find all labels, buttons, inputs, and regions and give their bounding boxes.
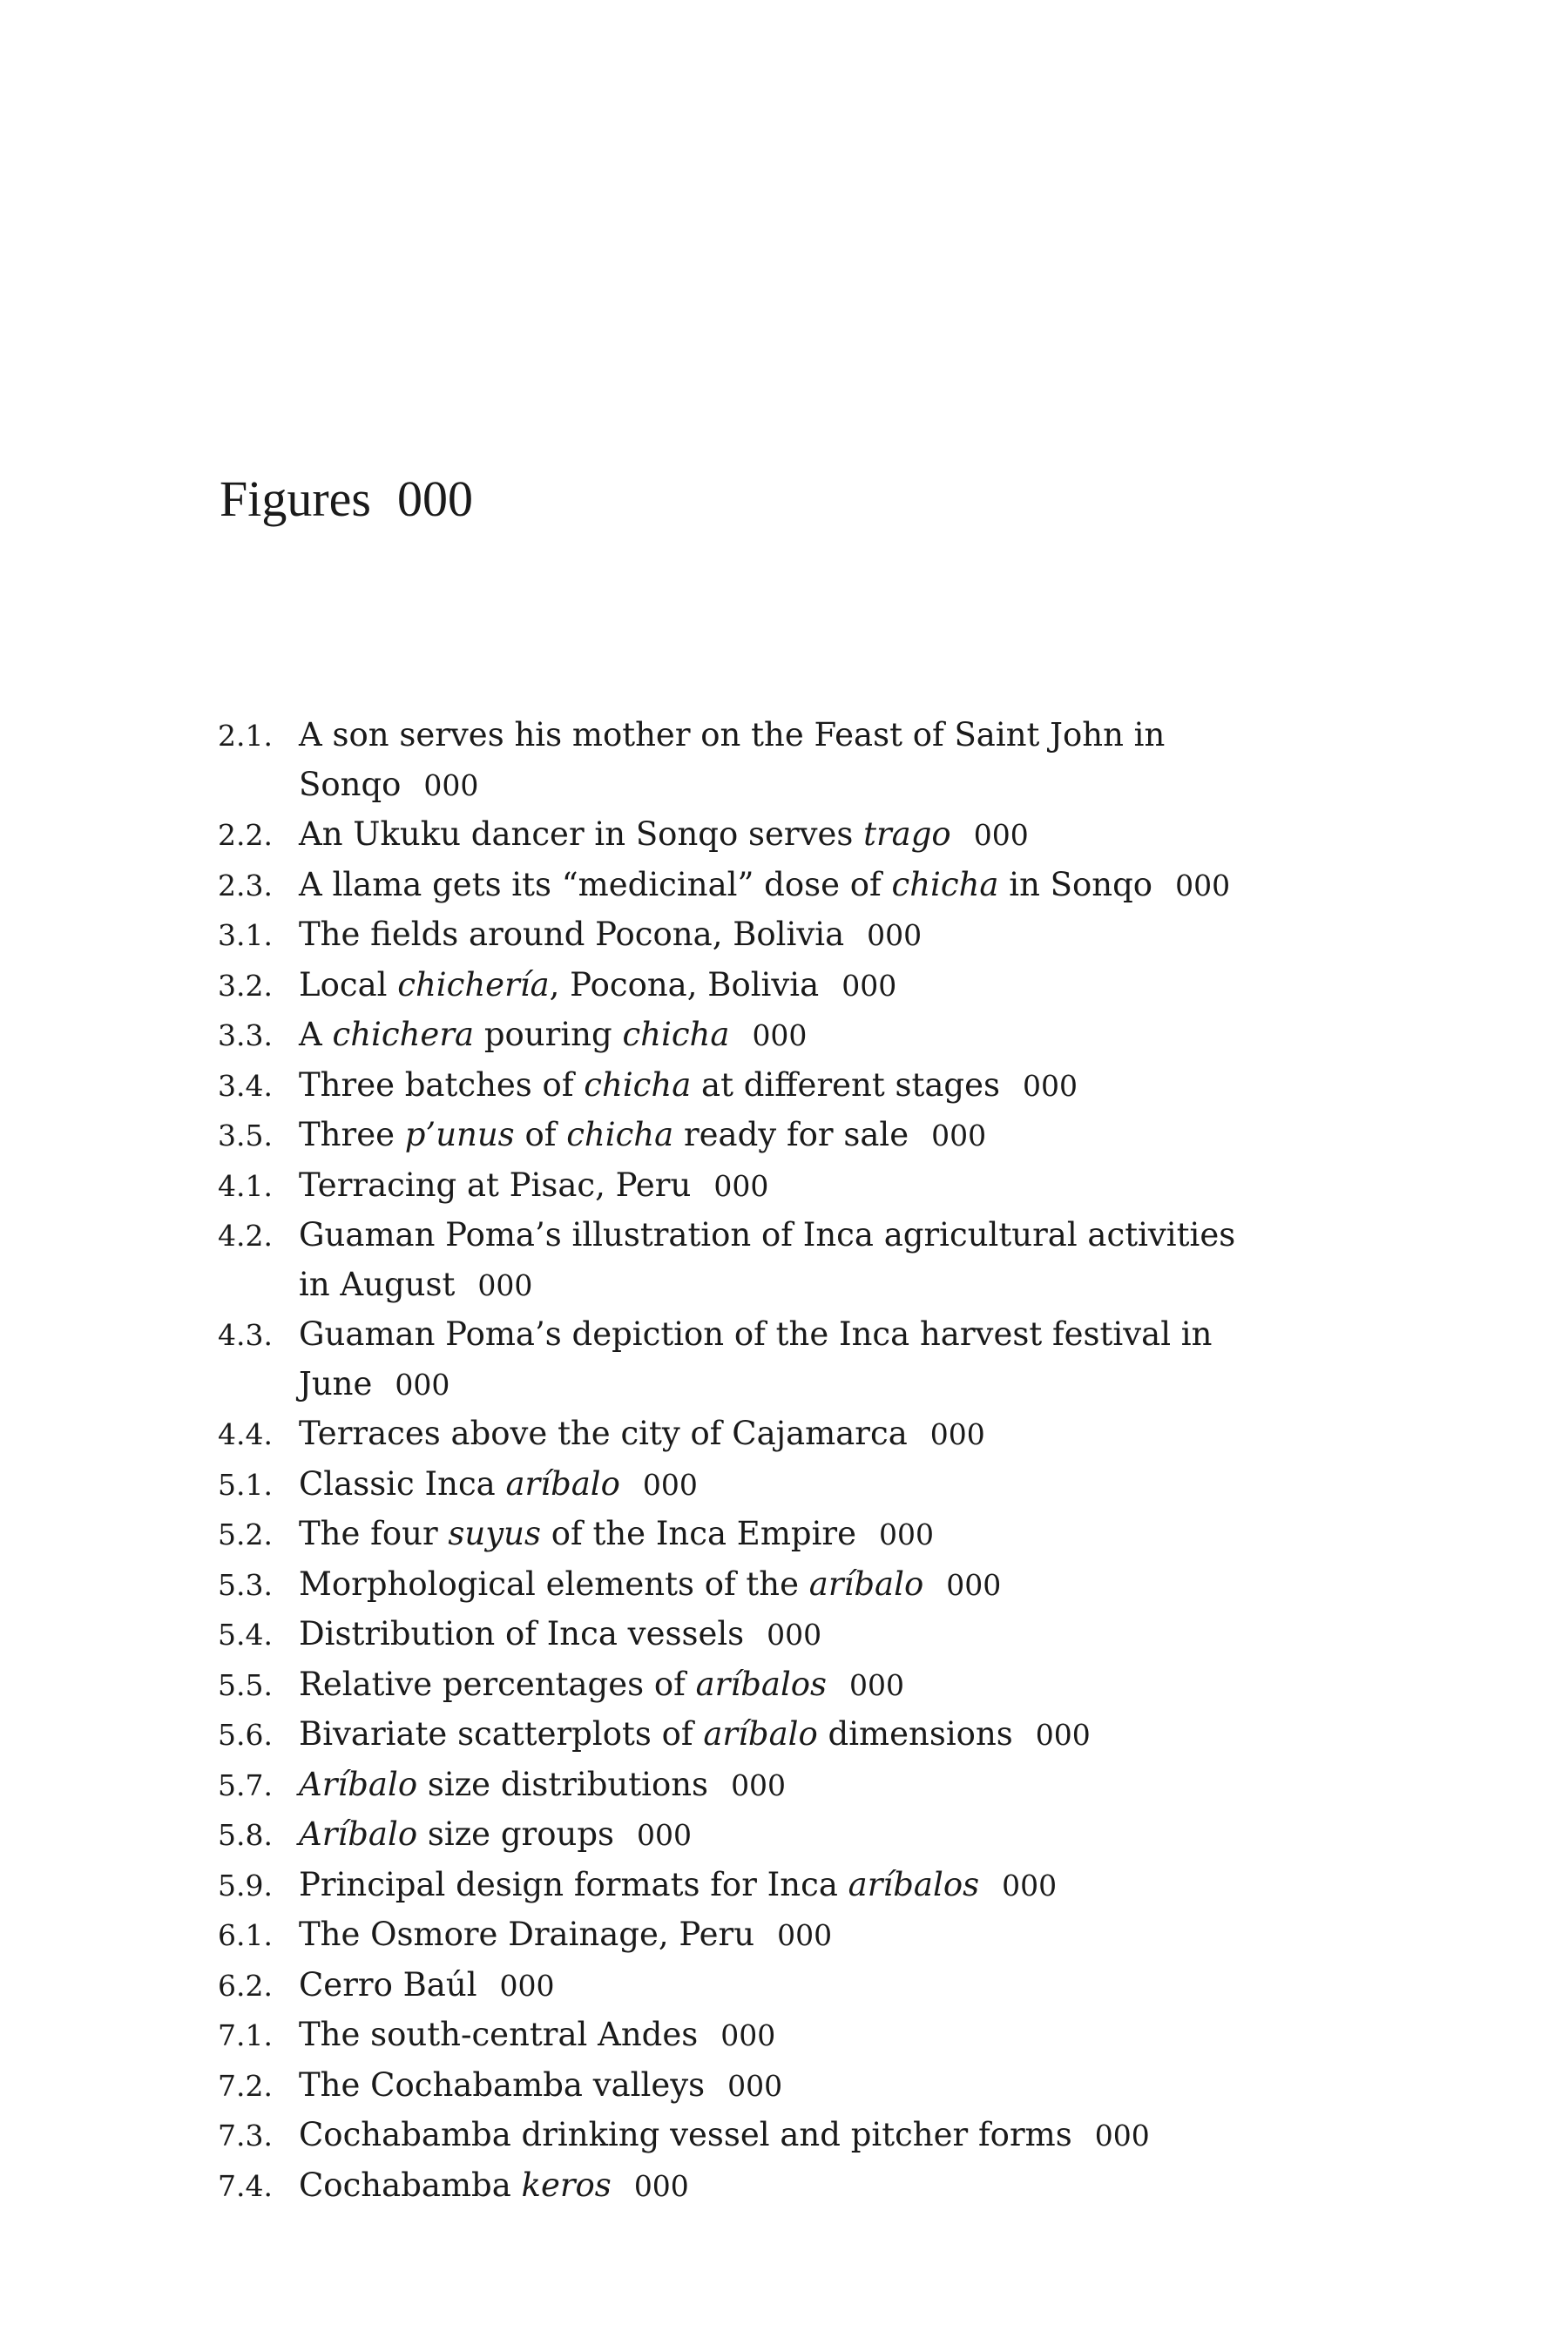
figure-entry bbox=[218, 1910, 1437, 1961]
caption-italic-term: Aríbalo bbox=[299, 1815, 418, 1853]
figure-caption bbox=[299, 1961, 1274, 2011]
caption-text: Bivariate scatterplots of bbox=[299, 1715, 704, 1753]
caption-text: Three batches of bbox=[299, 1065, 585, 1104]
caption-text: Three bbox=[299, 1116, 405, 1153]
figure-entry bbox=[218, 1061, 1437, 1112]
figure-number: 3.5. bbox=[218, 1119, 273, 1152]
caption-italic-term: trago bbox=[863, 815, 951, 853]
figure-page-number: 000 bbox=[637, 1818, 692, 1852]
figure-entry bbox=[218, 1660, 1437, 1711]
caption-italic-term: keros bbox=[521, 2166, 612, 2204]
caption-text: dimensions bbox=[817, 1715, 1013, 1753]
figure-page-number: 000 bbox=[1035, 1718, 1091, 1752]
figure-page-number: 000 bbox=[633, 2168, 689, 2203]
caption-italic-term: p’unus bbox=[404, 1116, 515, 1153]
caption-italic-term: Aríbalo bbox=[299, 1765, 418, 1803]
figure-caption bbox=[299, 1610, 1274, 1660]
figure-entry bbox=[218, 961, 1437, 1011]
caption-text: A bbox=[299, 1016, 333, 1053]
figure-entry bbox=[218, 810, 1437, 861]
figure-entry bbox=[218, 1761, 1437, 1811]
figure-number: 4.2. bbox=[218, 1219, 273, 1253]
caption-text: of the Inca Empire bbox=[540, 1515, 857, 1552]
figure-caption bbox=[299, 1810, 1274, 1861]
figure-caption bbox=[299, 1560, 1274, 1611]
figure-caption bbox=[299, 1310, 1274, 1409]
figure-caption bbox=[299, 1161, 1274, 1212]
caption-text: Local bbox=[299, 965, 398, 1004]
caption-text: The south-central Andes bbox=[299, 2016, 699, 2053]
figure-caption bbox=[299, 711, 1274, 810]
figure-number: 5.7. bbox=[218, 1767, 273, 1802]
figure-caption bbox=[299, 2011, 1274, 2061]
caption-text: The four bbox=[299, 1515, 449, 1552]
figure-number: 2.2. bbox=[218, 818, 273, 852]
figure-number: 5.4. bbox=[218, 1618, 273, 1652]
figure-number: 4.3. bbox=[218, 1318, 273, 1352]
caption-text: Cochabamba bbox=[299, 2166, 522, 2204]
figure-caption bbox=[299, 2161, 1274, 2212]
figure-page-number: 000 bbox=[1002, 1868, 1058, 1903]
figure-page-number: 000 bbox=[879, 1517, 935, 1551]
figure-entry bbox=[218, 1961, 1437, 2011]
caption-text: pouring bbox=[474, 1016, 623, 1053]
figure-caption bbox=[299, 1660, 1274, 1711]
figure-number: 6.2. bbox=[218, 1968, 273, 2003]
figure-entry bbox=[218, 1560, 1437, 1611]
caption-italic-term: suyus bbox=[448, 1515, 541, 1552]
figure-caption bbox=[299, 2061, 1274, 2112]
figure-entry bbox=[218, 1310, 1437, 1409]
figure-list bbox=[218, 711, 1437, 2211]
figure-entry bbox=[218, 1111, 1437, 1161]
figure-caption bbox=[299, 961, 1274, 1011]
figure-caption bbox=[299, 861, 1274, 911]
figure-caption bbox=[299, 1910, 1274, 1961]
figure-entry bbox=[218, 1161, 1437, 1212]
figure-entry bbox=[218, 1460, 1437, 1511]
figure-page-number: 000 bbox=[1175, 868, 1231, 902]
figure-number: 7.2. bbox=[218, 2068, 273, 2103]
figure-number: 6.1. bbox=[218, 1918, 273, 1952]
figure-number: 7.3. bbox=[218, 2119, 273, 2153]
figure-number: 2.3. bbox=[218, 868, 273, 902]
page-title-text: Figures bbox=[220, 470, 371, 527]
figure-page-number: 000 bbox=[931, 1119, 987, 1152]
caption-italic-term: aríbalos bbox=[848, 1865, 980, 1903]
page-title-number: 000 bbox=[397, 470, 473, 527]
figure-caption bbox=[299, 910, 1274, 961]
figure-page-number: 000 bbox=[423, 767, 479, 802]
figure-page-number: 000 bbox=[642, 1467, 698, 1502]
figure-page-number: 000 bbox=[973, 818, 1029, 852]
figure-number: 2.1. bbox=[218, 719, 273, 753]
caption-text: A son serves his mother on the Feast of Saint John in Sonqo bbox=[299, 716, 1166, 803]
caption-text: The fields around Pocona, Bolivia bbox=[299, 916, 845, 953]
figure-entry bbox=[218, 2161, 1437, 2212]
figure-entry bbox=[218, 1710, 1437, 1761]
caption-text: The Osmore Drainage, Peru bbox=[299, 1916, 755, 1953]
caption-text: Distribution of Inca vessels bbox=[299, 1615, 745, 1652]
caption-italic-term: chichera bbox=[332, 1016, 475, 1053]
caption-text: of bbox=[514, 1116, 567, 1153]
page-title bbox=[220, 469, 473, 530]
caption-text: Relative percentages of bbox=[299, 1665, 696, 1703]
figure-entry bbox=[218, 1810, 1437, 1861]
figure-entry bbox=[218, 1861, 1437, 1911]
caption-text: size groups bbox=[417, 1815, 614, 1853]
figure-number: 5.9. bbox=[218, 1868, 273, 1903]
figure-number: 5.6. bbox=[218, 1718, 273, 1752]
caption-text: Guaman Poma’s depiction of the Inca harvest festival in June bbox=[299, 1315, 1213, 1402]
caption-italic-term: chicha bbox=[622, 1016, 730, 1053]
caption-text: Terracing at Pisac, Peru bbox=[299, 1166, 692, 1204]
figure-number: 5.5. bbox=[218, 1667, 273, 1702]
figure-number: 4.4. bbox=[218, 1417, 273, 1451]
figure-caption bbox=[299, 2111, 1274, 2161]
caption-text: size distributions bbox=[417, 1765, 709, 1803]
figure-page-number: 000 bbox=[395, 1367, 450, 1402]
figure-entry bbox=[218, 1409, 1437, 1460]
figure-page-number: 000 bbox=[752, 1018, 808, 1052]
figure-caption bbox=[299, 1409, 1274, 1460]
figure-caption bbox=[299, 1061, 1274, 1112]
figure-page-number: 000 bbox=[849, 1667, 905, 1702]
caption-italic-term: chichería bbox=[397, 965, 550, 1004]
caption-text: Classic Inca bbox=[299, 1464, 506, 1503]
figure-entry bbox=[218, 910, 1437, 961]
caption-text: in Sonqo bbox=[998, 865, 1153, 903]
caption-text: Terraces above the city of Cajamarca bbox=[299, 1415, 908, 1452]
figure-caption bbox=[299, 1111, 1274, 1161]
figure-page-number: 000 bbox=[946, 1567, 1002, 1602]
caption-text: Guaman Poma’s illustration of Inca agricultural activities in August bbox=[299, 1216, 1236, 1303]
figure-entry bbox=[218, 711, 1437, 810]
caption-text: Cochabamba drinking vessel and pitcher forms bbox=[299, 2116, 1072, 2153]
figure-number: 3.3. bbox=[218, 1018, 273, 1052]
caption-text: The Cochabamba valleys bbox=[299, 2065, 706, 2104]
figure-caption bbox=[299, 1460, 1274, 1511]
figure-page-number: 000 bbox=[867, 918, 923, 952]
caption-text: Morphological elements of the bbox=[299, 1565, 809, 1603]
figure-entry bbox=[218, 1510, 1437, 1560]
caption-text: A llama gets its “medicinal” dose of bbox=[299, 865, 892, 903]
caption-italic-term: aríbalo bbox=[703, 1715, 818, 1753]
figure-number: 4.1. bbox=[218, 1168, 273, 1203]
figure-caption bbox=[299, 1861, 1274, 1911]
figure-number: 3.1. bbox=[218, 918, 273, 952]
figure-page-number: 000 bbox=[929, 1417, 985, 1451]
figure-number: 5.2. bbox=[218, 1517, 273, 1551]
caption-text: Principal design formats for Inca bbox=[299, 1865, 848, 1903]
figure-number: 3.2. bbox=[218, 968, 273, 1003]
figure-caption bbox=[299, 1211, 1274, 1310]
figure-page-number: 000 bbox=[499, 1968, 555, 2003]
figure-entry bbox=[218, 2061, 1437, 2112]
caption-italic-term: chicha bbox=[566, 1116, 674, 1153]
caption-italic-term: aríbalo bbox=[505, 1464, 620, 1503]
caption-italic-term: chicha bbox=[891, 865, 999, 903]
figure-number: 5.1. bbox=[218, 1467, 273, 1502]
figure-caption bbox=[299, 1710, 1274, 1761]
caption-text: , Pocona, Bolivia bbox=[549, 965, 820, 1004]
figure-page-number: 000 bbox=[713, 1168, 769, 1203]
figure-entry bbox=[218, 2011, 1437, 2061]
figure-page-number: 000 bbox=[477, 1267, 533, 1302]
caption-text: at different stages bbox=[691, 1065, 1000, 1104]
figure-entry bbox=[218, 861, 1437, 911]
figure-caption bbox=[299, 810, 1274, 861]
figure-entry bbox=[218, 1010, 1437, 1061]
figure-number: 7.1. bbox=[218, 2018, 273, 2052]
figure-number: 3.4. bbox=[218, 1068, 273, 1103]
figure-number: 5.8. bbox=[218, 1818, 273, 1852]
figure-page-number: 000 bbox=[720, 2018, 776, 2052]
figure-page-number: 000 bbox=[1094, 2119, 1150, 2153]
figure-entry bbox=[218, 1211, 1437, 1310]
figure-caption bbox=[299, 1761, 1274, 1811]
caption-italic-term: chicha bbox=[584, 1065, 692, 1104]
figure-number: 5.3. bbox=[218, 1567, 273, 1602]
figure-caption bbox=[299, 1510, 1274, 1560]
figure-page-number: 000 bbox=[1022, 1068, 1078, 1103]
caption-italic-term: aríbalo bbox=[808, 1565, 924, 1603]
figure-page-number: 000 bbox=[777, 1918, 833, 1952]
caption-text: ready for sale bbox=[673, 1116, 909, 1153]
figure-page-number: 000 bbox=[727, 2068, 783, 2103]
figure-page-number: 000 bbox=[731, 1767, 787, 1802]
figure-page-number: 000 bbox=[767, 1618, 822, 1652]
caption-italic-term: aríbalos bbox=[695, 1665, 828, 1703]
figure-entry bbox=[218, 1610, 1437, 1660]
caption-text: Cerro Baúl bbox=[299, 1965, 477, 2004]
figure-caption bbox=[299, 1010, 1274, 1061]
figure-entry bbox=[218, 2111, 1437, 2161]
figure-page-number: 000 bbox=[841, 968, 897, 1003]
caption-text: An Ukuku dancer in Sonqo serves bbox=[299, 815, 864, 853]
figure-number: 7.4. bbox=[218, 2168, 273, 2203]
